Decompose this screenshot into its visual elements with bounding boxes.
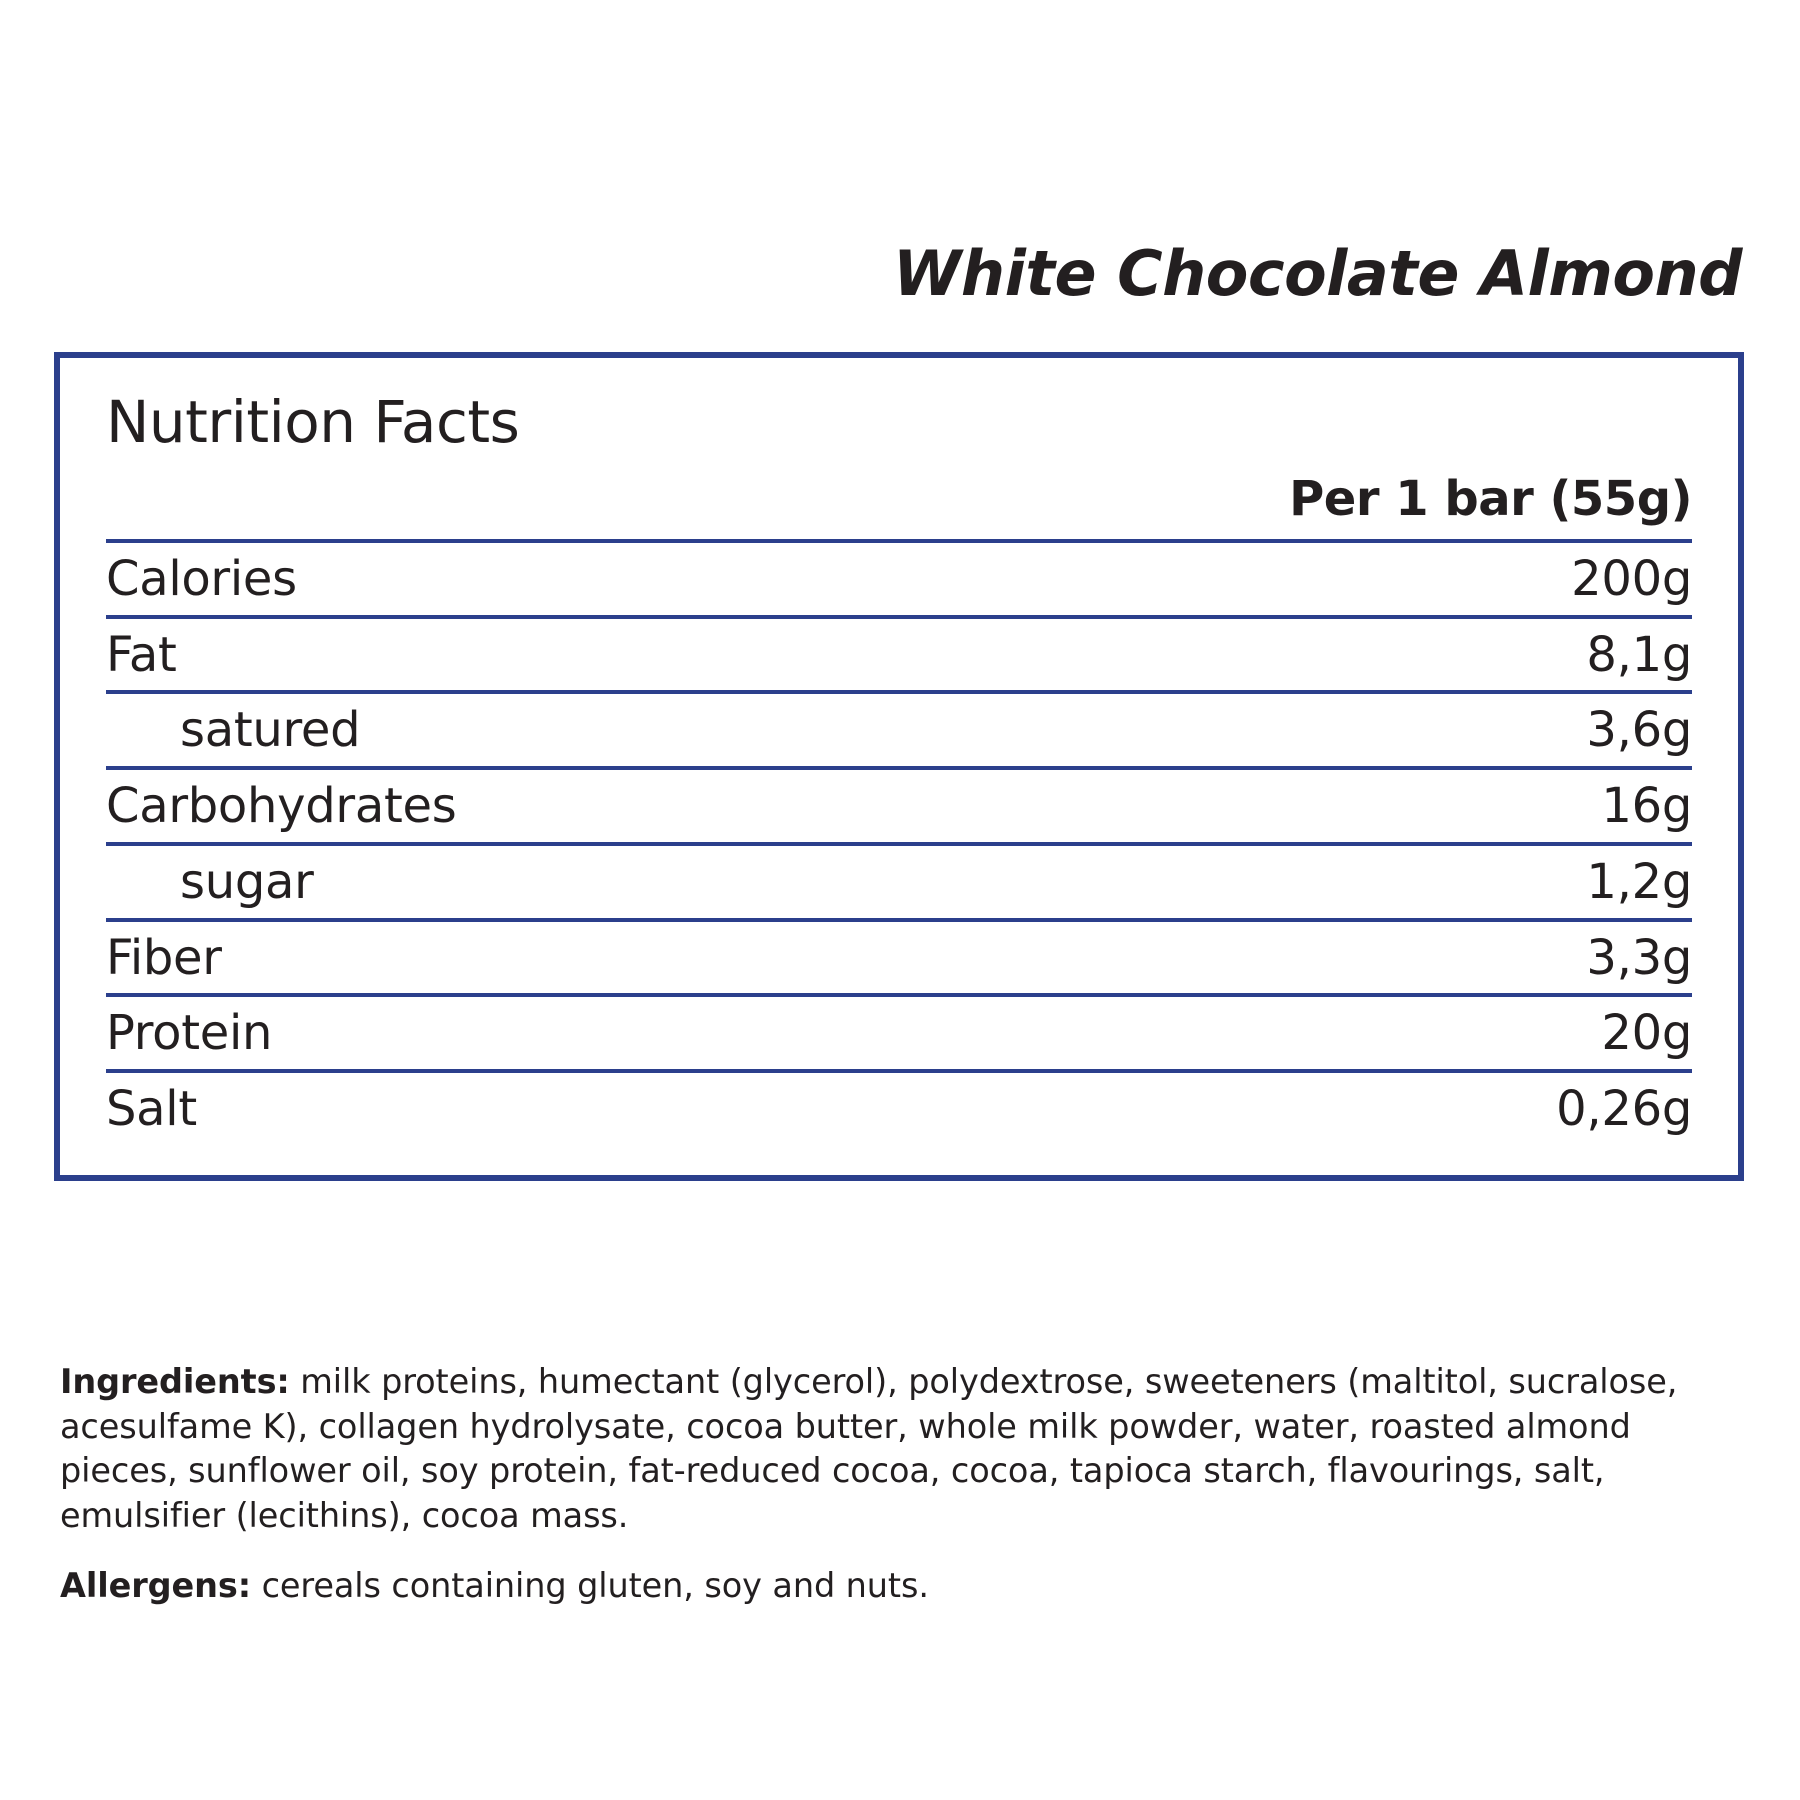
ingredients-paragraph [60,1360,1740,1538]
table-row [106,768,1692,844]
nutrient-value: 3,3g [1249,920,1692,996]
product-title: White Chocolate Almond [893,237,1742,310]
table-row [106,1071,1692,1141]
table-row [106,692,1692,768]
ingredients-text: milk proteins, humectant (glycerol), polydextrose, sweeteners (maltitol, sucralose, acesulfame K), collagen hydrolysate, cocoa butter, whole milk powder, water, roasted almond pieces, sunflower oil, soy protein, fat-reduced cocoa, cocoa, tapioca starch, flavourings, salt, emulsifier (lecithins), cocoa mass. [60,1362,1678,1535]
nutrition-facts-panel [54,352,1744,1181]
nutrient-label: Salt [106,1071,1249,1141]
allergens-paragraph [60,1564,1740,1609]
table-row [106,617,1692,693]
ingredients-section [60,1360,1740,1609]
nutrient-label: Fiber [106,920,1249,996]
nutrient-value: 0,26g [1249,1071,1692,1141]
nutrient-label: sugar [106,844,1249,920]
nutrient-value: 200g [1249,541,1692,617]
serving-size-header: Per 1 bar (55g) [1289,470,1692,527]
nutrition-table [106,539,1692,1141]
nutrition-facts-heading: Nutrition Facts [106,388,520,456]
nutrient-value: 3,6g [1249,692,1692,768]
nutrient-value: 8,1g [1249,617,1692,693]
nutrient-value: 20g [1249,995,1692,1071]
nutrient-value: 1,2g [1249,844,1692,920]
nutrient-label: satured [106,692,1249,768]
nutrient-label: Protein [106,995,1249,1071]
table-row [106,920,1692,996]
nutrient-label: Carbohydrates [106,768,1249,844]
table-row [106,844,1692,920]
ingredients-label: Ingredients: [60,1362,290,1401]
allergens-text: cereals containing gluten, soy and nuts. [251,1566,929,1606]
nutrient-value: 16g [1249,768,1692,844]
allergens-label: Allergens: [60,1566,252,1606]
table-row [106,541,1692,617]
table-row [106,995,1692,1071]
nutrient-label: Fat [106,617,1249,693]
nutrient-label: Calories [106,541,1249,617]
